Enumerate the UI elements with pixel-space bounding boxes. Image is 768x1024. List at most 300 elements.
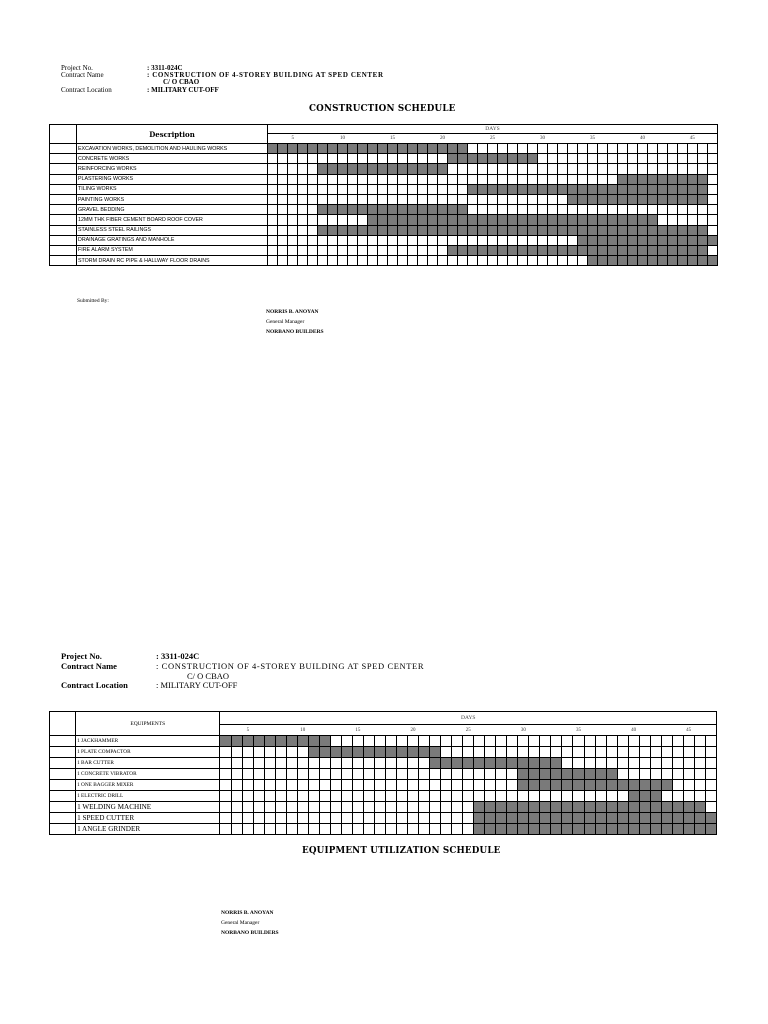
day-cell [672, 769, 683, 780]
day-cell [452, 802, 463, 813]
scheduled-day-cell [468, 245, 478, 255]
day-cell [618, 154, 628, 164]
day-cell [388, 174, 398, 184]
scheduled-day-cell [588, 235, 598, 245]
scheduled-day-cell [538, 225, 548, 235]
day-cell [286, 802, 297, 813]
day-cell [408, 235, 418, 245]
scheduled-day-cell [374, 747, 385, 758]
day-cell [488, 235, 498, 245]
scheduled-day-cell [348, 225, 358, 235]
day-cell [388, 154, 398, 164]
scheduled-day-cell [658, 245, 668, 255]
day-cell [474, 791, 485, 802]
day-cell [385, 736, 396, 747]
construction-row-name: FIRE ALARM SYSTEM [77, 245, 268, 255]
equipment-row-number-cell [50, 747, 76, 758]
scheduled-day-cell [518, 245, 528, 255]
day-cell [398, 184, 408, 194]
scheduled-day-cell [638, 235, 648, 245]
day-cell [463, 802, 474, 813]
day-cell [419, 813, 430, 824]
day-cell [478, 235, 488, 245]
scheduled-day-cell [694, 813, 705, 824]
day-cell [275, 813, 286, 824]
equipment-row-name: 1 BAR CUTTER [76, 758, 220, 769]
day-cell [298, 184, 308, 194]
scheduled-day-cell [478, 184, 488, 194]
day-cell [338, 154, 348, 164]
scheduled-day-cell [598, 256, 608, 266]
day-cell [418, 184, 428, 194]
day-cell [705, 758, 716, 769]
day-cell [298, 174, 308, 184]
scheduled-day-cell [650, 813, 661, 824]
day-cell [538, 144, 548, 154]
day-cell [348, 194, 358, 204]
construction-name-header: Description [77, 125, 268, 144]
scheduled-day-cell [595, 780, 606, 791]
day-cell [508, 235, 518, 245]
day-cell [548, 205, 558, 215]
construction-row-name: STAINLESS STEEL RAILINGS [77, 225, 268, 235]
scheduled-day-cell [478, 225, 488, 235]
day-cell [418, 235, 428, 245]
day-cell [468, 164, 478, 174]
day-cell [658, 215, 668, 225]
day-cell [341, 813, 352, 824]
day-cell [408, 813, 419, 824]
scheduled-day-cell [540, 813, 551, 824]
day-cell [496, 780, 507, 791]
scheduled-day-cell [352, 747, 363, 758]
day-cell [352, 758, 363, 769]
day-cell [441, 791, 452, 802]
scheduled-day-cell [358, 144, 368, 154]
day-cell [318, 154, 328, 164]
scheduled-day-cell [551, 802, 562, 813]
day-cell [348, 215, 358, 225]
scheduled-day-cell [551, 758, 562, 769]
scheduled-day-cell [708, 256, 718, 266]
day-cell [708, 205, 718, 215]
day-cell [568, 205, 578, 215]
day-cell [508, 194, 518, 204]
scheduled-day-cell [418, 225, 428, 235]
contract-location-label: Contract Location [61, 86, 112, 94]
construction-day-tick: 25 [468, 134, 518, 144]
day-cell [588, 144, 598, 154]
scheduled-day-cell [538, 184, 548, 194]
day-cell [220, 769, 231, 780]
day-cell [408, 802, 419, 813]
scheduled-day-cell [608, 215, 618, 225]
construction-schedule-title: CONSTRUCTION SCHEDULE [309, 103, 456, 114]
day-cell [568, 164, 578, 174]
scheduled-day-cell [508, 245, 518, 255]
day-cell [538, 194, 548, 204]
day-cell [478, 205, 488, 215]
scheduled-day-cell [507, 802, 518, 813]
scheduled-day-cell [358, 205, 368, 215]
scheduled-day-cell [648, 256, 658, 266]
day-cell [419, 802, 430, 813]
scheduled-day-cell [705, 824, 716, 835]
day-cell [548, 144, 558, 154]
scheduled-day-cell [608, 225, 618, 235]
day-cell [419, 758, 430, 769]
day-cell [608, 174, 618, 184]
scheduled-day-cell [485, 758, 496, 769]
day-cell [418, 245, 428, 255]
equipment-day-tick: 5 [220, 725, 275, 736]
day-cell [288, 184, 298, 194]
day-cell [558, 144, 568, 154]
day-cell [278, 184, 288, 194]
day-cell [463, 780, 474, 791]
equipment-row-number-cell [50, 824, 76, 835]
day-cell [708, 245, 718, 255]
day-cell [378, 194, 388, 204]
scheduled-day-cell [584, 780, 595, 791]
scheduled-day-cell [368, 164, 378, 174]
day-cell [378, 174, 388, 184]
scheduled-day-cell [551, 780, 562, 791]
day-cell [672, 791, 683, 802]
scheduled-day-cell [678, 184, 688, 194]
day-cell [598, 164, 608, 174]
day-cell [428, 154, 438, 164]
day-cell [330, 824, 341, 835]
scheduled-day-cell [658, 225, 668, 235]
construction-row-name: STORM DRAIN RC PIPE & HALLWAY FLOOR DRAINS [77, 256, 268, 266]
construction-row-number-cell [50, 184, 77, 194]
scheduled-day-cell [428, 205, 438, 215]
signatory-name-2: NORRIS B. ANOYAN [221, 910, 274, 916]
day-cell [275, 802, 286, 813]
scheduled-day-cell [606, 813, 617, 824]
equipment-row-name: 1 SPEED CUTTER [76, 813, 220, 824]
scheduled-day-cell [468, 154, 478, 164]
day-cell [408, 184, 418, 194]
day-cell [498, 174, 508, 184]
scheduled-day-cell [398, 205, 408, 215]
day-cell [318, 194, 328, 204]
day-cell [573, 747, 584, 758]
day-cell [253, 813, 264, 824]
day-cell [478, 256, 488, 266]
day-cell [452, 780, 463, 791]
scheduled-day-cell [474, 802, 485, 813]
day-cell [468, 235, 478, 245]
scheduled-day-cell [528, 154, 538, 164]
day-cell [363, 769, 374, 780]
day-cell [298, 194, 308, 204]
day-cell [678, 205, 688, 215]
day-cell [617, 758, 628, 769]
construction-row-number-cell [50, 174, 77, 184]
construction-row-name: DRAINAGE GRATINGS AND MANHOLE [77, 235, 268, 245]
day-cell [408, 791, 419, 802]
day-cell [396, 769, 407, 780]
day-cell [518, 736, 529, 747]
scheduled-day-cell [608, 235, 618, 245]
scheduled-day-cell [562, 802, 573, 813]
day-cell [578, 154, 588, 164]
day-cell [441, 769, 452, 780]
contract-header-1 [61, 64, 461, 94]
day-cell [308, 215, 318, 225]
scheduled-day-cell [496, 824, 507, 835]
equipment-row-number-cell [50, 813, 76, 824]
scheduled-day-cell [551, 813, 562, 824]
scheduled-day-cell [231, 736, 242, 747]
day-cell [268, 225, 278, 235]
day-cell [418, 194, 428, 204]
day-cell [468, 205, 478, 215]
day-cell [688, 164, 698, 174]
day-cell [220, 758, 231, 769]
day-cell [408, 824, 419, 835]
day-cell [508, 164, 518, 174]
day-cell [242, 813, 253, 824]
day-cell [253, 824, 264, 835]
day-cell [628, 758, 639, 769]
day-cell [617, 747, 628, 758]
scheduled-day-cell [606, 802, 617, 813]
day-cell [268, 215, 278, 225]
day-cell [374, 791, 385, 802]
day-cell [428, 256, 438, 266]
day-cell [378, 256, 388, 266]
day-cell [708, 215, 718, 225]
day-cell [231, 747, 242, 758]
scheduled-day-cell [328, 205, 338, 215]
day-cell [268, 235, 278, 245]
scheduled-day-cell [278, 144, 288, 154]
scheduled-day-cell [598, 235, 608, 245]
day-cell [448, 194, 458, 204]
scheduled-day-cell [638, 256, 648, 266]
scheduled-day-cell [558, 215, 568, 225]
day-cell [478, 174, 488, 184]
day-cell [478, 164, 488, 174]
scheduled-day-cell [338, 225, 348, 235]
day-cell [308, 758, 319, 769]
day-cell [428, 245, 438, 255]
day-cell [658, 205, 668, 215]
day-cell [568, 174, 578, 184]
day-cell [318, 184, 328, 194]
scheduled-day-cell [608, 256, 618, 266]
day-cell [452, 736, 463, 747]
equipment-row [50, 747, 717, 758]
equipment-day-tick: 25 [441, 725, 496, 736]
scheduled-day-cell [578, 184, 588, 194]
day-cell [618, 205, 628, 215]
scheduled-day-cell [661, 802, 672, 813]
day-cell [558, 164, 568, 174]
day-cell [298, 154, 308, 164]
day-cell [584, 736, 595, 747]
scheduled-day-cell [638, 245, 648, 255]
day-cell [368, 184, 378, 194]
day-cell [242, 791, 253, 802]
scheduled-day-cell [688, 184, 698, 194]
scheduled-day-cell [639, 802, 650, 813]
day-cell [278, 235, 288, 245]
scheduled-day-cell [618, 184, 628, 194]
scheduled-day-cell [298, 144, 308, 154]
day-cell [318, 245, 328, 255]
signatory-title-2: General Manager [221, 920, 260, 926]
day-cell [341, 758, 352, 769]
day-cell [308, 154, 318, 164]
scheduled-day-cell [358, 225, 368, 235]
day-cell [628, 144, 638, 154]
day-cell [231, 813, 242, 824]
day-cell [672, 780, 683, 791]
day-cell [568, 154, 578, 164]
scheduled-day-cell [338, 144, 348, 154]
day-cell [528, 194, 538, 204]
scheduled-day-cell [588, 245, 598, 255]
day-cell [548, 164, 558, 174]
day-cell [485, 791, 496, 802]
scheduled-day-cell [698, 184, 708, 194]
signatory-name: NORRIS B. ANOYAN [266, 309, 319, 315]
scheduled-day-cell [242, 736, 253, 747]
scheduled-day-cell [648, 215, 658, 225]
scheduled-day-cell [507, 824, 518, 835]
scheduled-day-cell [658, 184, 668, 194]
day-cell [430, 769, 441, 780]
scheduled-day-cell [488, 184, 498, 194]
day-cell [708, 194, 718, 204]
scheduled-day-cell [650, 802, 661, 813]
equipment-row-name: 1 CONCRETE VIBRATOR [76, 769, 220, 780]
scheduled-day-cell [418, 164, 428, 174]
scheduled-day-cell [588, 184, 598, 194]
day-cell [430, 736, 441, 747]
day-cell [358, 215, 368, 225]
scheduled-day-cell [618, 174, 628, 184]
day-cell [275, 780, 286, 791]
scheduled-day-cell [648, 235, 658, 245]
day-cell [507, 791, 518, 802]
scheduled-day-cell [578, 225, 588, 235]
construction-day-tick: 15 [368, 134, 418, 144]
scheduled-day-cell [562, 769, 573, 780]
day-cell [308, 256, 318, 266]
day-cell [385, 791, 396, 802]
day-cell [458, 235, 468, 245]
day-cell [568, 235, 578, 245]
day-cell [694, 758, 705, 769]
scheduled-day-cell [598, 245, 608, 255]
scheduled-day-cell [529, 780, 540, 791]
project-no-label-2: Project No. [61, 651, 102, 661]
scheduled-day-cell [378, 225, 388, 235]
scheduled-day-cell [688, 174, 698, 184]
scheduled-day-cell [318, 144, 328, 154]
day-cell [548, 154, 558, 164]
day-cell [672, 758, 683, 769]
scheduled-day-cell [468, 215, 478, 225]
day-cell [298, 245, 308, 255]
scheduled-day-cell [328, 144, 338, 154]
scheduled-day-cell [488, 225, 498, 235]
construction-row-name: EXCAVATION WORKS, DEMOLITION AND HAULING WORKS [77, 144, 268, 154]
day-cell [308, 164, 318, 174]
scheduled-day-cell [618, 245, 628, 255]
equipment-utilization-table [49, 711, 717, 835]
construction-row [50, 215, 718, 225]
day-cell [328, 256, 338, 266]
day-cell [458, 184, 468, 194]
day-cell [264, 791, 275, 802]
equipment-row-number-cell [50, 736, 76, 747]
construction-row [50, 184, 718, 194]
scheduled-day-cell [458, 215, 468, 225]
scheduled-day-cell [529, 769, 540, 780]
day-cell [297, 780, 308, 791]
day-cell [278, 154, 288, 164]
scheduled-day-cell [485, 824, 496, 835]
day-cell [275, 747, 286, 758]
day-cell [558, 194, 568, 204]
day-cell [253, 769, 264, 780]
day-cell [368, 256, 378, 266]
scheduled-day-cell [220, 736, 231, 747]
day-cell [358, 245, 368, 255]
scheduled-day-cell [378, 205, 388, 215]
day-cell [507, 747, 518, 758]
day-cell [438, 184, 448, 194]
day-cell [672, 747, 683, 758]
day-cell [683, 758, 694, 769]
scheduled-day-cell [639, 780, 650, 791]
day-cell [705, 802, 716, 813]
day-cell [688, 205, 698, 215]
day-cell [639, 736, 650, 747]
day-cell [288, 215, 298, 225]
scheduled-day-cell [648, 184, 658, 194]
day-cell [268, 245, 278, 255]
day-cell [308, 174, 318, 184]
day-cell [378, 245, 388, 255]
day-cell [396, 791, 407, 802]
scheduled-day-cell [528, 215, 538, 225]
day-cell [328, 184, 338, 194]
day-cell [648, 164, 658, 174]
day-cell [428, 184, 438, 194]
day-cell [485, 747, 496, 758]
day-cell [288, 245, 298, 255]
scheduled-day-cell [348, 164, 358, 174]
day-cell [661, 791, 672, 802]
day-cell [698, 205, 708, 215]
construction-number-header [50, 125, 77, 144]
scheduled-day-cell [668, 174, 678, 184]
day-cell [518, 194, 528, 204]
scheduled-day-cell [588, 256, 598, 266]
day-cell [220, 791, 231, 802]
day-cell [398, 245, 408, 255]
scheduled-day-cell [368, 225, 378, 235]
scheduled-day-cell [308, 747, 319, 758]
scheduled-day-cell [368, 215, 378, 225]
